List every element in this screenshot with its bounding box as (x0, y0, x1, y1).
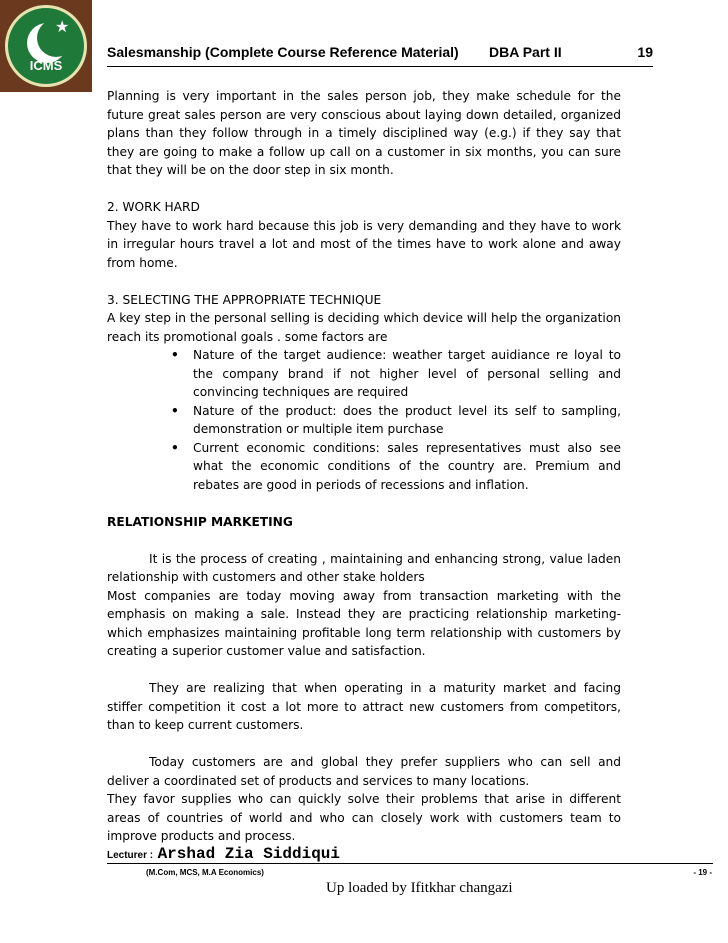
lecturer-name: Arshad Zia Siddiqui (157, 845, 341, 863)
paragraph-relationship-2: Most companies are today moving away from transaction marketing with the emphasis on making a sale. Instead they are practicing relationship marketing- which emphasizes maintaining profitable long term relationship with customers by creating a superior customer value and satisfaction. (107, 588, 621, 658)
header-page-number: 19 (637, 44, 653, 60)
lecturer-line (107, 845, 653, 863)
page-body (107, 87, 621, 846)
paragraph-work-hard: They have to work hard because this job is very demanding and they have to work in irregular hours travel a lot and most of the times have to work alone and away from home. (107, 218, 621, 270)
footer-page-number: - 19 - (693, 868, 712, 877)
page-header (107, 44, 653, 64)
star-icon: ★ (55, 17, 70, 36)
heading-relationship-marketing: RELATIONSHIP MARKETING (107, 514, 293, 529)
list-item: • Current economic conditions: sales representatives must also see what the economic conditions of the country are. Premium and rebates are good in periods of recessions and inflation. (171, 440, 621, 492)
list-item: • Nature of the product: does the product level its self to sampling, demonstration or multiple item purchase (171, 403, 621, 436)
logo-emblem (5, 5, 87, 87)
paragraph-relationship-3: They are realizing that when operating in a maturity market and facing stiffer competition it cost a lot more to attract new customers from competitors, than to keep current customers. (107, 681, 621, 732)
lecturer-label: Lecturer : (107, 850, 154, 861)
paragraph-relationship-5: They favor supplies who can quickly solve their problems that arise in different areas of countries of world and who can closely work with customers team to improve products and process. (107, 792, 621, 843)
list-item: • Nature of the target audience: weather target auidiance re loyal to the company brand if not higher level of personal selling and convincing techniques are required (171, 348, 621, 399)
paragraph-relationship-4: Today customers are and global they prefer suppliers who can sell and deliver a coordinated set of products and services to many locations. (107, 755, 621, 788)
footer-divider (107, 863, 713, 864)
header-divider (107, 66, 653, 67)
heading-work-hard: 2. WORK HARD (107, 200, 200, 214)
course-part: DBA Part II (489, 44, 562, 60)
factors-list (107, 346, 621, 494)
heading-selecting-technique: 3. SELECTING THE APPROPRIATE TECHNIQUE (107, 292, 382, 307)
upload-credit: Up loaded by Ifitkhar changazi (326, 880, 513, 896)
paragraph-planning: Planning is very important in the sales person job, they make schedule for the future great sales person are very conscious about laying down detailed, organized plans than they follow through in a timely disciplined way (e.g.) if they say that they are going to make a follow up call on a customer in six months, you can sure that they will be on the door step in six month. (107, 89, 621, 177)
paragraph-selecting-technique: A key step in the personal selling is deciding which device will help the organization reach its promotional goals . some factors are (107, 311, 621, 344)
paragraph-relationship-1: It is the process of creating , maintaining and enhancing strong, value laden relationship with customers and other stake holders (107, 551, 621, 584)
institute-logo (0, 0, 92, 92)
lecturer-qualifications: (M.Com, MCS, M.A Economics) (146, 868, 264, 877)
logo-text: ICMS (29, 58, 63, 73)
document-title: Salesmanship (Complete Course Reference Material) (107, 44, 459, 60)
